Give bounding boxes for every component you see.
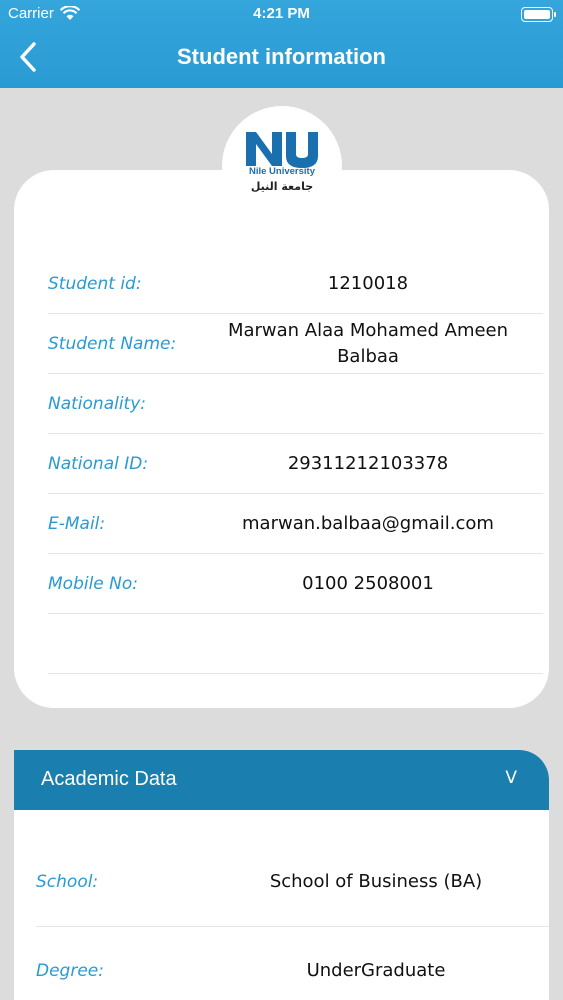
- national-id-label: National ID:: [48, 453, 149, 474]
- status-time: 4:21 PM: [253, 5, 310, 22]
- academic-data-section: [14, 750, 549, 1000]
- student-info-list: [48, 254, 543, 674]
- carrier-label: Carrier: [8, 5, 54, 22]
- nationality-row: [48, 374, 543, 434]
- email-label: E-Mail:: [48, 513, 106, 534]
- school-row: [36, 838, 549, 927]
- academic-data-list: [36, 838, 549, 1000]
- chevron-down-icon[interactable]: V: [505, 768, 517, 788]
- national-id-value: 29311212103378: [287, 452, 449, 474]
- empty-row: [48, 614, 543, 674]
- mobile-row: [48, 554, 543, 614]
- national-id-row: [48, 434, 543, 494]
- email-row: [48, 494, 543, 554]
- navigation-header: [0, 0, 563, 88]
- student-id-label: Student id:: [48, 273, 142, 294]
- student-id-row: [48, 254, 543, 314]
- page-title: Student information: [177, 44, 386, 69]
- school-value: School of Business (BA): [269, 871, 483, 892]
- mobile-value: 0100 2508001: [302, 572, 434, 594]
- academic-data-title: Academic Data: [41, 768, 177, 790]
- degree-value: UnderGraduate: [306, 960, 446, 981]
- mobile-label: Mobile No:: [48, 573, 139, 594]
- logo-text-en: Nile University: [249, 166, 315, 177]
- school-label: School:: [36, 872, 99, 892]
- nationality-label: Nationality:: [48, 393, 147, 414]
- academic-data-header[interactable]: [14, 750, 549, 810]
- email-value: marwan.balbaa@gmail.com: [242, 512, 494, 534]
- degree-label: Degree:: [36, 961, 104, 981]
- student-id-value: 1210018: [327, 272, 409, 294]
- degree-row: [36, 927, 549, 1000]
- student-name-label: Student Name:: [48, 333, 177, 354]
- logo-text-ar: جامعة النيل: [250, 180, 314, 193]
- status-bar: [0, 0, 563, 30]
- student-name-row: [48, 314, 543, 374]
- university-logo: [242, 126, 322, 198]
- battery-icon: [521, 7, 553, 22]
- student-name-value: Marwan Alaa Mohamed Ameen Balbaa: [227, 319, 509, 367]
